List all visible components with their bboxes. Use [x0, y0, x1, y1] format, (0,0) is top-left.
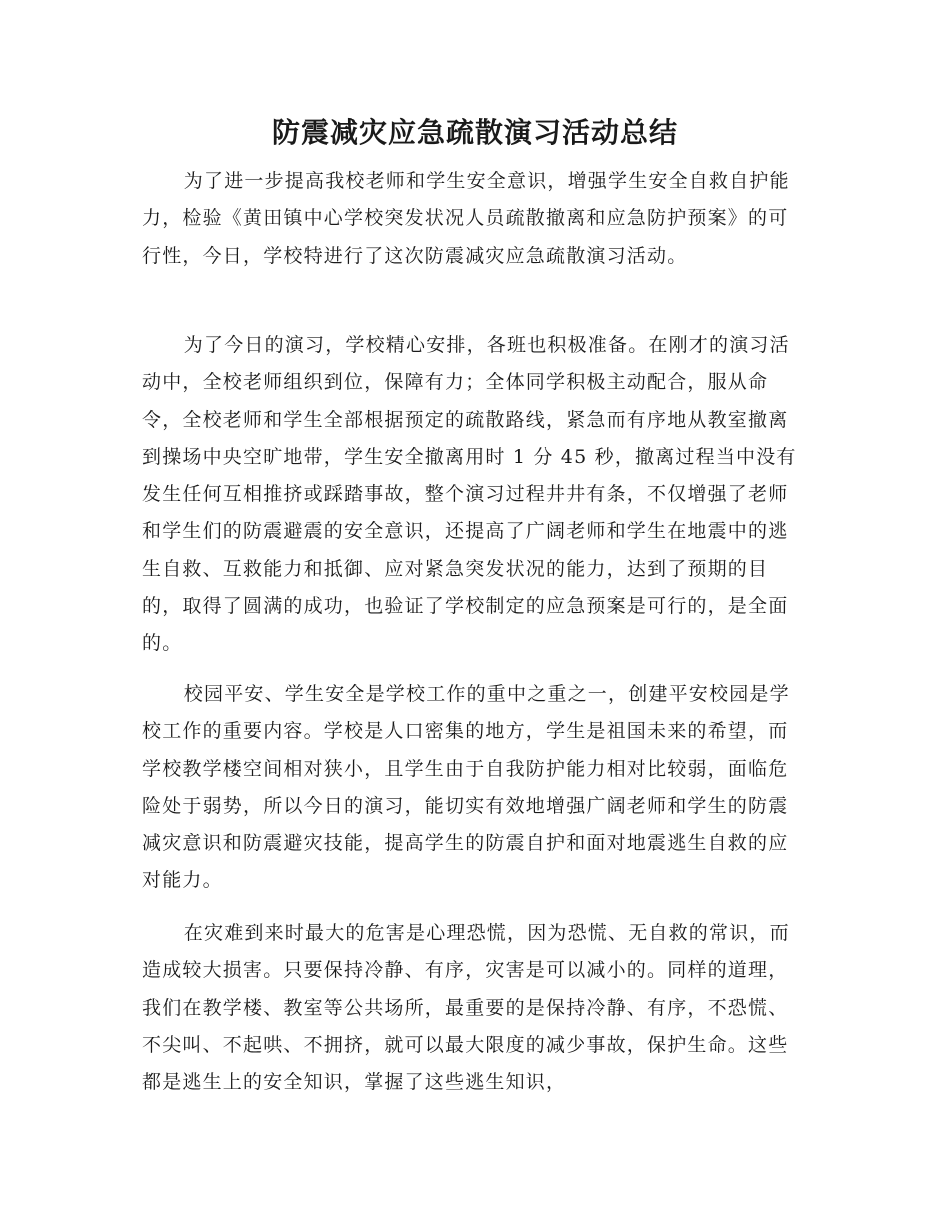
paragraph-3: 校园平安、学生安全是学校工作的重中之重之一，创建平安校园是学校工作的重要内容。学校是人口密集的地方，学生是祖国未来的希望，而学校教学楼空间相对狭小，且学生由于自我防护能力相对比较弱，面临危险处于弱势，所以今日的演习，能切实有效地增强广阔老师和学生的防震减灾意识和防震避灾技能，提高学生的防震自护和面对地震逃生自救的应对能力。 — [142, 683, 790, 892]
paragraph-1: 为了进一步提高我校老师和学生安全意识，增强学生安全自救自护能力，检验《黄田镇中心学校突发状况人员疏散撤离和应急防护预案》的可行性，今日，学校特进行了这次防震减灾应急疏散演习活动。 — [142, 170, 790, 267]
paragraph-4: 在灾难到来时最大的危害是心理恐慌，因为恐慌、无自救的常识，而造成较大损害。只要保持冷静、有序，灾害是可以减小的。同样的道理，我们在教学楼、教室等公共场所，最重要的是保持冷静、有序，不恐慌、不尖叫、不起哄、不拥挤，就可以最大限度的减少事故，保护生命。这些都是逃生上的安全知识，掌握了这些逃生知识， — [142, 922, 790, 1094]
paragraph-2: 为了今日的演习，学校精心安排，各班也积极准备。在刚才的演习活动中，全校老师组织到位，保障有力；全体同学积极主动配合，服从命令，全校老师和学生全部根据预定的疏散路线，紧急而有序地从教室撤离到操场中央空旷地带，学生安全撤离用时 1 分 45 秒，撤离过程当中没有发生任何互相推挤或踩踏事故，整个演习过程井井有条，不仅增强了老师和学生们的防震避震的安全意识，还提高了广阔老师和学生在地震中的逃生自救、互救能力和抵御、应对紧急突发状况的能力，达到了预期的目的，取得了圆满的成功，也验证了学校制定的应急预案是可行的，是全面的。 — [142, 334, 797, 655]
document-title: 防震减灾应急疏散演习活动总结 — [271, 116, 678, 149]
